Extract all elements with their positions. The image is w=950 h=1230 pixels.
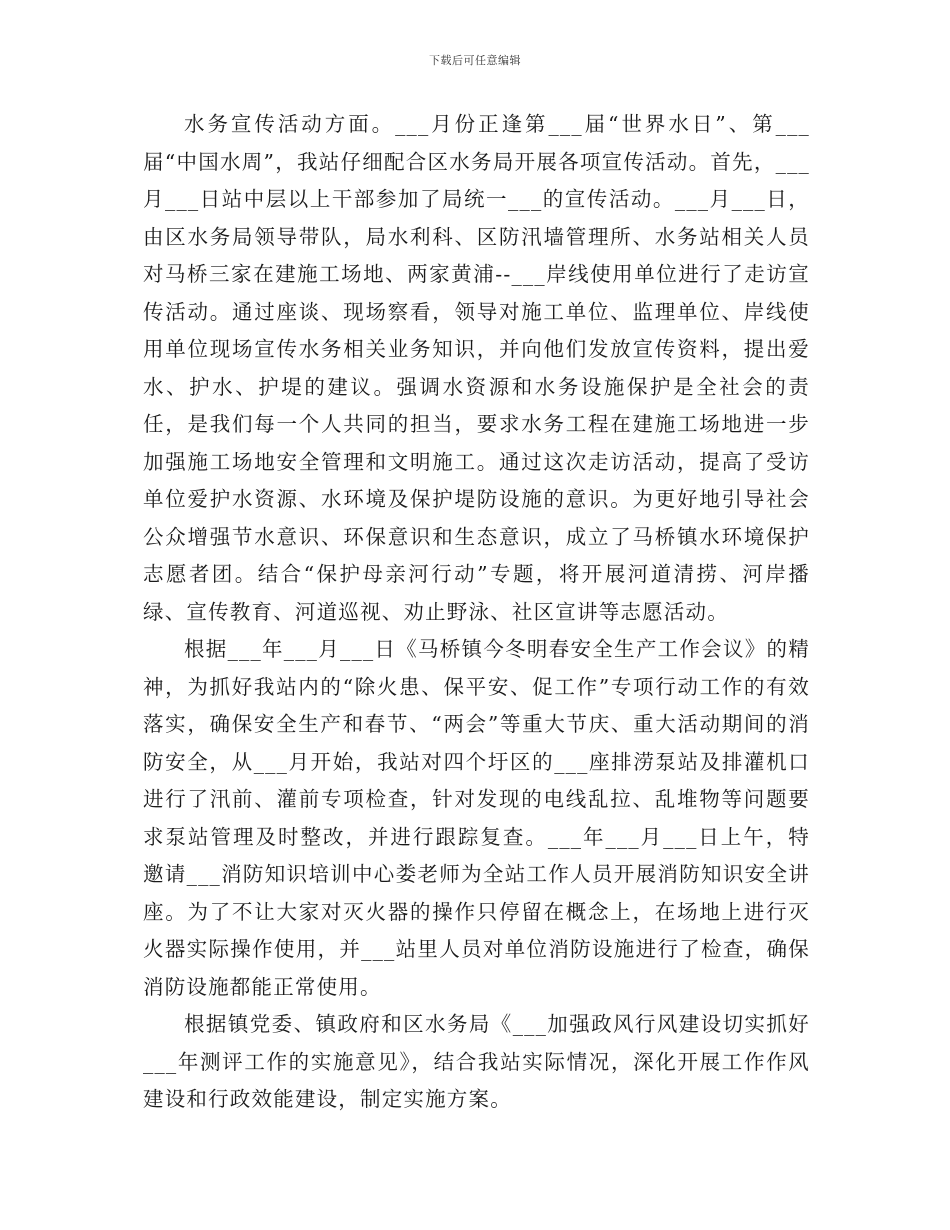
document-body <box>143 106 810 1119</box>
paragraph-fire-safety: 根据___年___月___日《马桥镇今冬明春安全生产工作会议》的精神，为抓好我站内的“除火患、保平安、促工作”专项行动工作的有效落实，确保安全生产和春节、“两会”等重大节庆、重大活动期间的消防安全，从___月开始，我站对四个圩区的___座排涝泵站及排灌机口进行了汛前、灌前专项检查，针对发现的电线乱拉、乱堆物等问题要求泵站管理及时整改，并进行跟踪复查。___年___月___日上午，特邀请___消防知识培训中心娄老师为全站工作人员开展消防知识安全讲座。为了不让大家对灭火器的操作只停留在概念上，在场地上进行灭火器实际操作使用，并___站里人员对单位消防设施进行了检查，确保消防设施都能正常使用。 <box>143 637 810 999</box>
page-header: 下载后可任意编辑 <box>429 54 521 67</box>
paragraph-water-publicity: 水务宣传活动方面。___月份正逢第___届“世界水日”、第___届“中国水周”，我站仔细配合区水务局开展各项宣传活动。首先，___月___日站中层以上干部参加了局统一___的宣传活动。___月___日，由区水务局领导带队，局水利科、区防汛墙管理所、水务站相关人员对马桥三家在建施工场地、两家黄浦--___岸线使用单位进行了走访宣传活动。通过座谈、现场察看，领导对施工单位、监理单位、岸线使用单位现场宣传水务相关业务知识，并向他们发放宣传资料，提出爱水、护水、护堤的建议。强调水资源和水务设施保护是全社会的责任，是我们每一个人共同的担当，要求水务工程在建施工场地进一步加强施工场地安全管理和文明施工。通过这次走访活动，提高了受访单位爱护水资源、水环境及保护堤防设施的意识。为更好地引导社会公众增强节水意识、环保意识和生态意识，成立了马桥镇水环境保护志愿者团。结合“保护母亲河行动”专题，将开展河道清捞、河岸播绿、宣传教育、河道巡视、劝止野泳、社区宣讲等志愿活动。 <box>143 112 810 624</box>
paragraph-work-style: 根据镇党委、镇政府和区水务局《___加强政风行风建设切实抓好___年测评工作的实施意见》，结合我站实际情况，深化开展工作作风建设和行政效能建设，制定实施方案。 <box>143 1012 810 1111</box>
